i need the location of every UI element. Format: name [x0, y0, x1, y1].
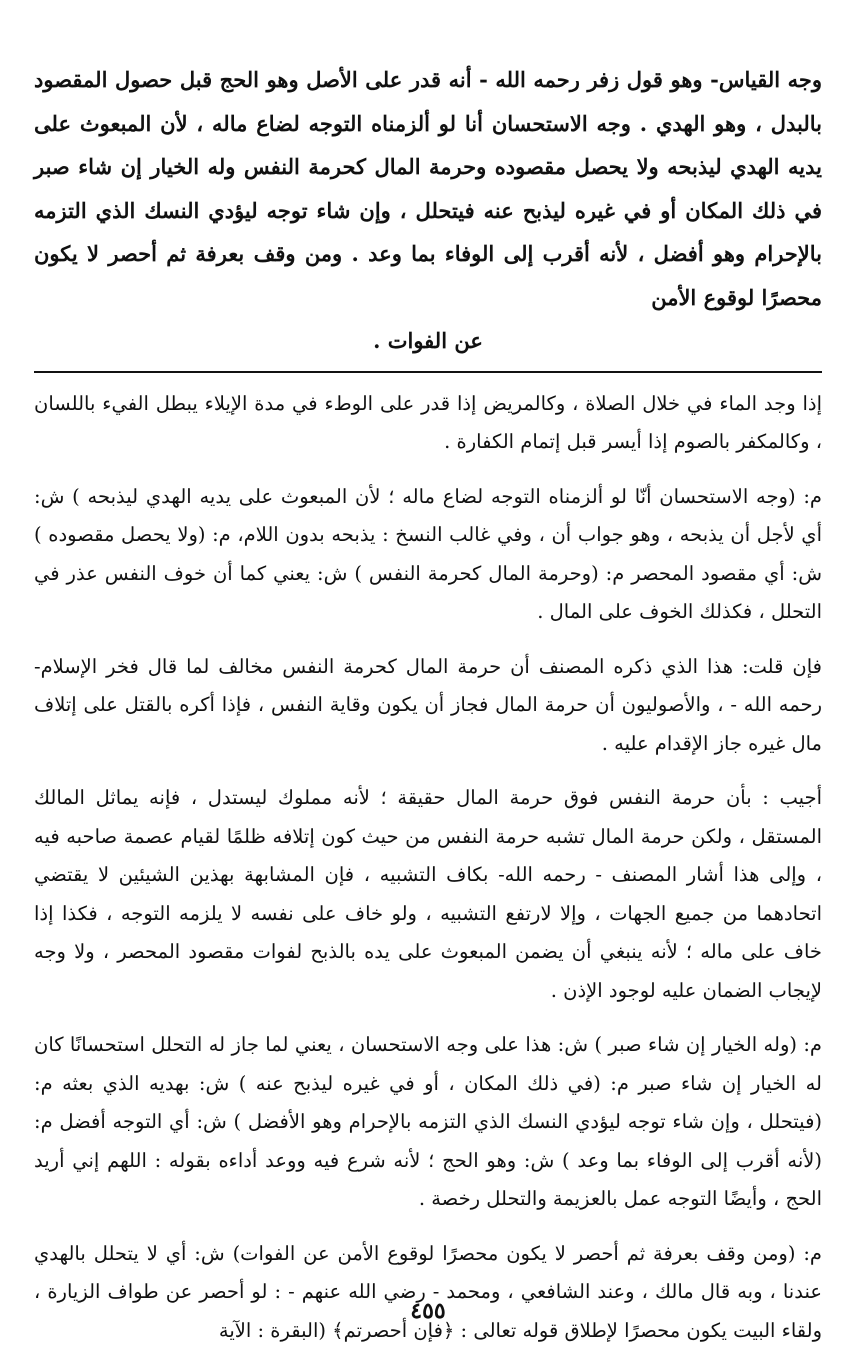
commentary-paragraph: أجيب : بأن حرمة النفس فوق حرمة المال حقيقة ؛ لأنه مملوك ليستدل ، فإنه يماثل المالك المستقل ، ولكن حرمة المال تشبه حرمة النفس من حيث كون إتلافه ظلمًا لقيام عصمة صاحبه فيه ، وإلى هذا أشار المصنف - رحمه الله- بكاف التشبيه ، فإن المشابهة بهذين الشيئين لا يقتضي اتحادهما من جميع الجهات ، وإلا لارتفع التشبيه ، ولو خاف على نفسه لا يلزمه التوجه ، فكذا إذا خاف على ماله ؛ لأنه ينبغي أن يضمن المبعوث على يده بالذبح لفوات مقصود المحصر ، ولا وجه لإيجاب الضمان عليه لوجود الإذن .	[34, 786, 822, 1002]
matn-last-line: عن الفوات .	[373, 328, 483, 353]
commentary	[34, 385, 822, 1351]
commentary-paragraph: م: (وجه الاستحسان أنّا لو ألزمناه التوجه لضاع ماله ؛ لأن المبعوث على يديه الهدي ليذبحه ) ش: أي لأجل أن يذبحه ، وهو جواب أن ، وفي غالب النسخ : يذبحه بدون اللام، م: (ولا يحصل مقصوده ) ش: أي مقصود المحصر م: (وحرمة المال كحرمة النفس ) ش: يعني كما أن خوف النفس عذر في التحلل ، فكذلك الخوف على المال .	[34, 484, 822, 623]
commentary-paragraph: م: (وله الخيار إن شاء صبر ) ش: هذا على وجه الاستحسان ، يعني لما جاز له التحلل استحسانًا كان له الخيار إن شاء صبر م: (في ذلك المكان ، أو في غيره ليذبح عنه ) ش: بهديه الذي بعثه م: (فيتحلل ، وإن شاء توجه ليؤدي النسك الذي التزمه بالإحرام وهو الأفضل ) ش: أي التوجه أفضل م: (لأنه أقرب إلى الوفاء بما وعد ) ش: وهو الحج ؛ لأنه شرع فيه ووعد أداءه بقوله : اللهم إني أريد الحج ، وأيضًا التوجه عمل بالعزيمة والتحلل رخصة .	[34, 1033, 822, 1210]
matn-text: وجه القياس- وهو قول زفر رحمه الله - أنه قدر على الأصل وهو الحج قبل حصول المقصود بالبدل ، وهو الهدي . وجه الاستحسان أنا لو ألزمناه التوجه لضاع ماله ، لأن المبعوث على يديه الهدي ليذبحه ولا يحصل مقصوده وحرمة المال كحرمة النفس وله الخيار إن شاء صبر في ذلك المكان أو في غيره ليذبح عنه فيتحلل ، وإن شاء توجه ليؤدي النسك الذي التزمه بالإحرام وهو أفضل ، لأنه أقرب إلى الوفاء بما وعد . ومن وقف بعرفة ثم أحصر لا يكون محصرًا لوقوع الأمن	[34, 67, 822, 310]
commentary-paragraph: م: (ومن وقف بعرفة ثم أحصر لا يكون محصرًا لوقوع الأمن عن الفوات) ش: أي لا يتحلل بالهدي عندنا ، وبه قال مالك ، وعند الشافعي ، ومحمد - رضي الله عنهم - : لو أحصر عن طواف الزيارة ، ولقاء البيت يكون محصرًا لإطلاق قوله تعالى : ﴿فإن أحصرتم﴾ (البقرة : الآية	[34, 1241, 822, 1342]
commentary-paragraph: فإن قلت: هذا الذي ذكره المصنف أن حرمة المال كحرمة النفس مخالف لما قال فخر الإسلام- رحمه الله - ، والأصوليون أن حرمة المال فجاز أن يكون وقاية النفس ، فإذا أكره بالقتل على إتلاف مال غيره جاز الإقدام عليه .	[34, 654, 822, 755]
page-number: ٤٥٥	[410, 1298, 446, 1324]
commentary-paragraph: إذا وجد الماء في خلال الصلاة ، وكالمريض إذا قدر على الوطء في مدة الإيلاء يبطل الفيء باللسان ، وكالمكفر بالصوم إذا أيسر قبل إتمام الكفارة .	[34, 391, 822, 453]
section-divider	[34, 371, 822, 373]
